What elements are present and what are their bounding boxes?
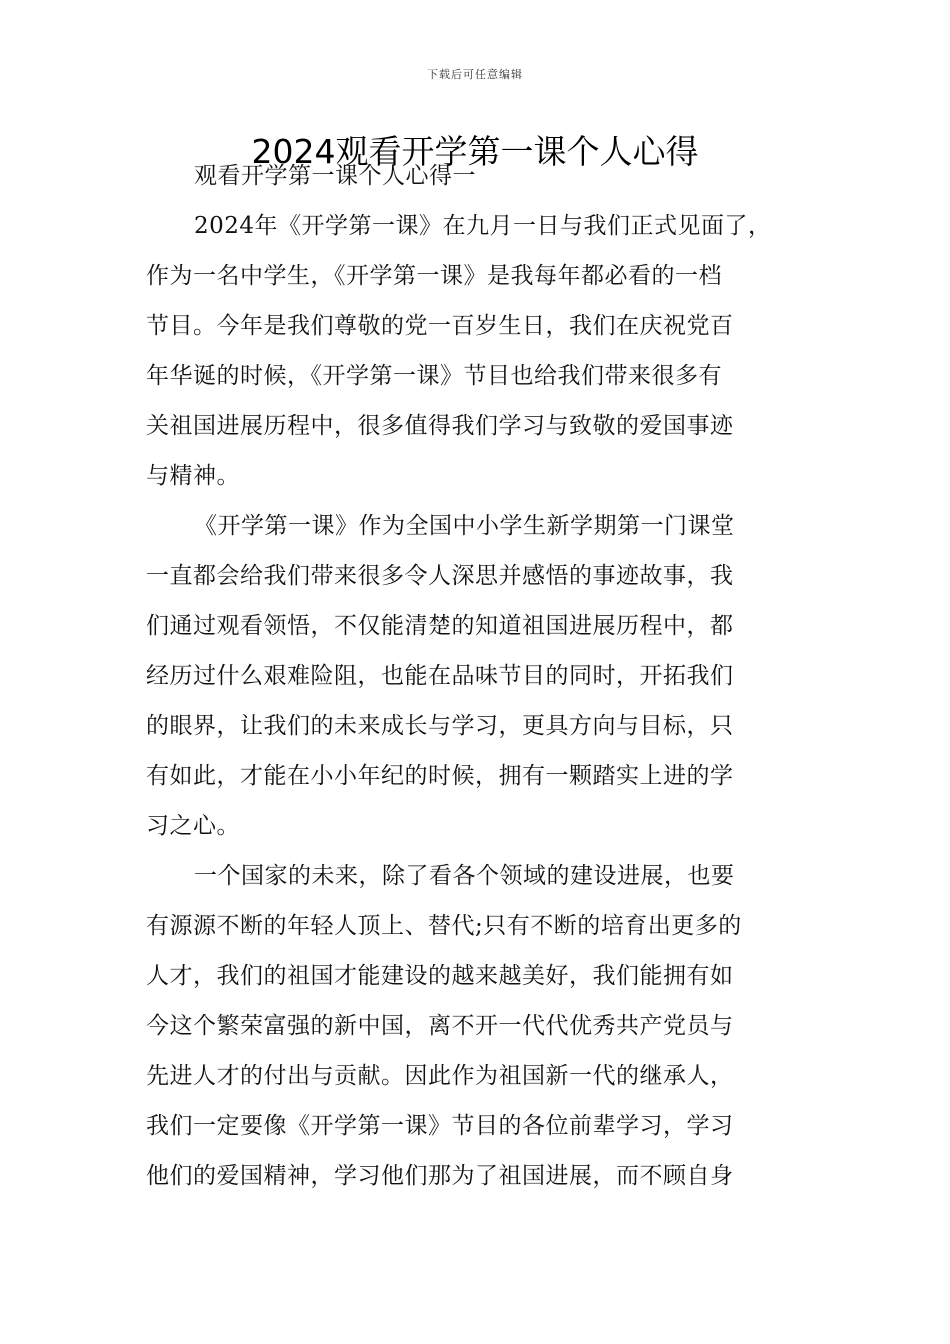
paragraph-line: 《开学第一课》作为全国中小学生新学期第一门课堂 [194, 513, 735, 539]
paragraph-line: 的眼界，让我们的未来成长与学习，更具方向与目标，只 [146, 713, 734, 739]
paragraph-line: 一个国家的未来，除了看各个领域的建设进展，也要 [194, 863, 735, 889]
paragraph-line: 经历过什么艰难险阻，也能在品味节目的同时，开拓我们 [146, 663, 734, 689]
paragraph-line: 们通过观看领悟，不仅能清楚的知道祖国进展历程中，都 [146, 613, 734, 639]
document-body [146, 151, 816, 1201]
paragraph-line: 他们的爱国精神，学习他们那为了祖国进展，而不顾自身 [146, 1163, 734, 1189]
paragraph-line: 与精神。 [146, 463, 240, 489]
paragraph-line: 先进人才的付出与贡献。因此作为祖国新一代的继承人， [146, 1063, 734, 1089]
paragraph-line: 年华诞的时候，《开学第一课》节目也给我们带来很多有 [146, 363, 722, 389]
subtitle-line: 观看开学第一课个人心得一 [194, 163, 476, 189]
paragraph-line: 作为一名中学生，《开学第一课》是我每年都必看的一档 [146, 263, 722, 289]
paragraph-line: 习之心。 [146, 813, 240, 839]
paragraph-line: 人才，我们的祖国才能建设的越来越美好，我们能拥有如 [146, 963, 734, 989]
paragraph-line: 一直都会给我们带来很多令人深思并感悟的事迹故事，我 [146, 563, 734, 589]
paragraph-line: 有如此，才能在小小年纪的时候，拥有一颗踏实上进的学 [146, 763, 734, 789]
paragraph-line: 今这个繁荣富强的新中国，离不开一代代优秀共产党员与 [146, 1013, 734, 1039]
header-note: 下载后可任意编辑 [427, 68, 523, 81]
paragraph-line: 节目。今年是我们尊敬的党一百岁生日，我们在庆祝党百 [146, 313, 734, 339]
paragraph-line: 2024年《开学第一课》在九月一日与我们正式见面了， [194, 213, 772, 239]
paragraph-line: 关祖国进展历程中，很多值得我们学习与致敬的爱国事迹 [146, 413, 734, 439]
paragraph-line: 有源源不断的年轻人顶上、替代;只有不断的培育出更多的 [146, 913, 742, 939]
paragraph-line: 我们一定要像《开学第一课》节目的各位前辈学习，学习 [146, 1113, 734, 1139]
document-title: 2024观看开学第一课个人心得 [251, 132, 699, 171]
